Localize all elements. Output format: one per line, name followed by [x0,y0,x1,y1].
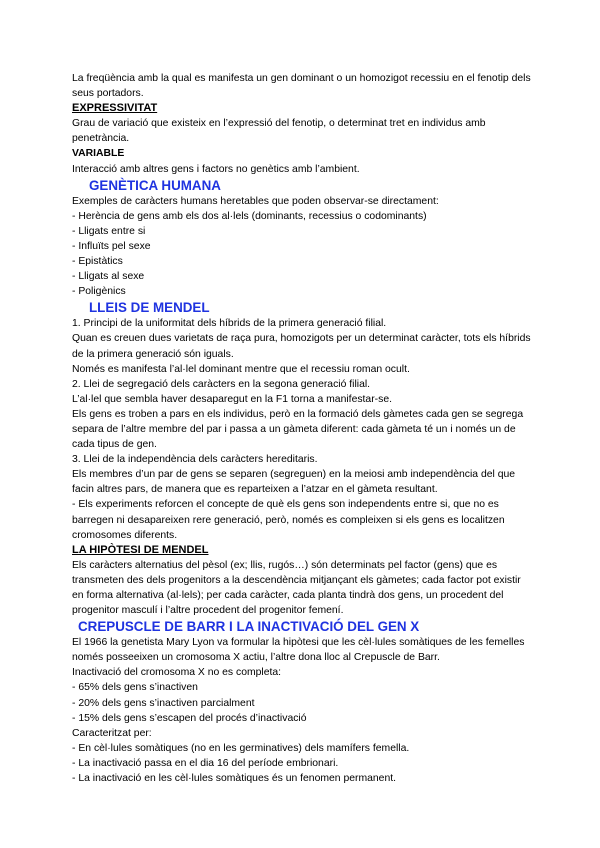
paragraph: Els membres d’un par de gens se separen (segreguen) en la meiosi amb independència del que facin altres pars, de manera que es reparteixen a l’atzar en el gàmeta resultant. [72,469,516,496]
paragraph: Els caràcters alternatius del pèsol (ex; llis, rugós…) són determinats pel factor (gens) que es transmeten des dels progenitors a la descendència mitjançant els gàmetes; cada factor pot existir en forma alternativa (al·lels); per cada caràcter, cada planta tindrà dos gens, un procedent del progenitor masculí i l’altre procedent del progenitor femení. [72,559,521,617]
paragraph: - La inactivació en les cèl·lules somàtiques és un fenomen permanent. [72,773,397,785]
paragraph: Els gens es troben a pars en els individus, però en la formació dels gàmetes cada gen se segrega separa de l’altre membre del par i passa a un gàmeta diferent: cada gàmeta té un i només un de cada tipus de gen. [72,408,524,451]
topic-heading: CREPUSCLE DE BARR I LA INACTIVACIÓ DEL GEN X [78,619,420,635]
paragraph: - Lligats entre si [72,225,146,237]
paragraph: Interacció amb altres gens i factors no genètics amb l’ambient. [72,163,360,175]
paragraph: El 1966 la genetista Mary Lyon va formular la hipòtesi que les cèl·lules somàtiques de les femelles només posseeixen un cromosoma X actiu, l’altre dona lloc al Crepuscle de Barr. [72,637,525,664]
paragraph: - La inactivació passa en el dia 16 del període embrionari. [72,757,339,769]
paragraph: Caracteritzat per: [72,727,152,739]
paragraph: 1. Principi de la uniformitat dels híbrids de la primera generació filial. [72,318,387,330]
paragraph: Exemples de caràcters humans heretables que poden observar-se directament: [72,195,439,207]
paragraph: - En cèl·lules somàtiques (no en les germinatives) dels mamífers femella. [72,742,410,754]
topic-heading: GENÈTICA HUMANA [89,177,221,193]
paragraph: 2. Llei de segregació dels caràcters en la segona generació filial. [72,378,371,390]
paragraph: - Epistàtics [72,256,123,268]
paragraph: Només es manifesta l’al·lel dominant mentre que el recessiu roman ocult. [72,363,410,375]
paragraph: - Herència de gens amb els dos al·lels (dominants, recessius o codominants) [72,210,427,222]
topic-heading: LLEIS DE MENDEL [89,300,210,316]
section-heading: VARIABLE [72,148,125,160]
document-body [72,71,532,786]
paragraph: Quan es creuen dues varietats de raça pura, homozigots per un determinat caràcter, tots els híbrids de la primera generació són iguals. [72,333,531,360]
section-heading: LA HIPÒTESI DE MENDEL [72,543,209,556]
paragraph: - Els experiments reforcen el concepte de què els gens son independents entre si, que no es barregen ni desapareixen rere generació, però, només es compleixen si els gens es localitzen cromosomes diferents. [72,499,505,541]
paragraph: Grau de variació que existeix en l’expressió del fenotip, o determinat tret en individus amb penetrància. [72,118,486,145]
section-heading: EXPRESSIVITAT [72,102,158,115]
paragraph: - 20% dels gens s’inactiven parcialment [72,697,255,709]
paragraph: - Influïts pel sexe [72,240,151,252]
paragraph: La freqüència amb la qual es manifesta un gen dominant o un homozigot recessiu en el fenotip dels seus portadors. [72,73,531,100]
paragraph: L’al·lel que sembla haver desaparegut en la F1 torna a manifestar-se. [72,393,392,405]
paragraph: - 15% dels gens s’escapen del procés d’inactivació [72,712,307,724]
paragraph: Inactivació del cromosoma X no es completa: [72,667,282,679]
paragraph: - Lligats al sexe [72,271,145,283]
paragraph: 3. Llei de la independència dels caràcters hereditaris. [72,454,318,466]
paragraph: - Poligènics [72,286,126,298]
paragraph: - 65% dels gens s’inactiven [72,682,198,694]
